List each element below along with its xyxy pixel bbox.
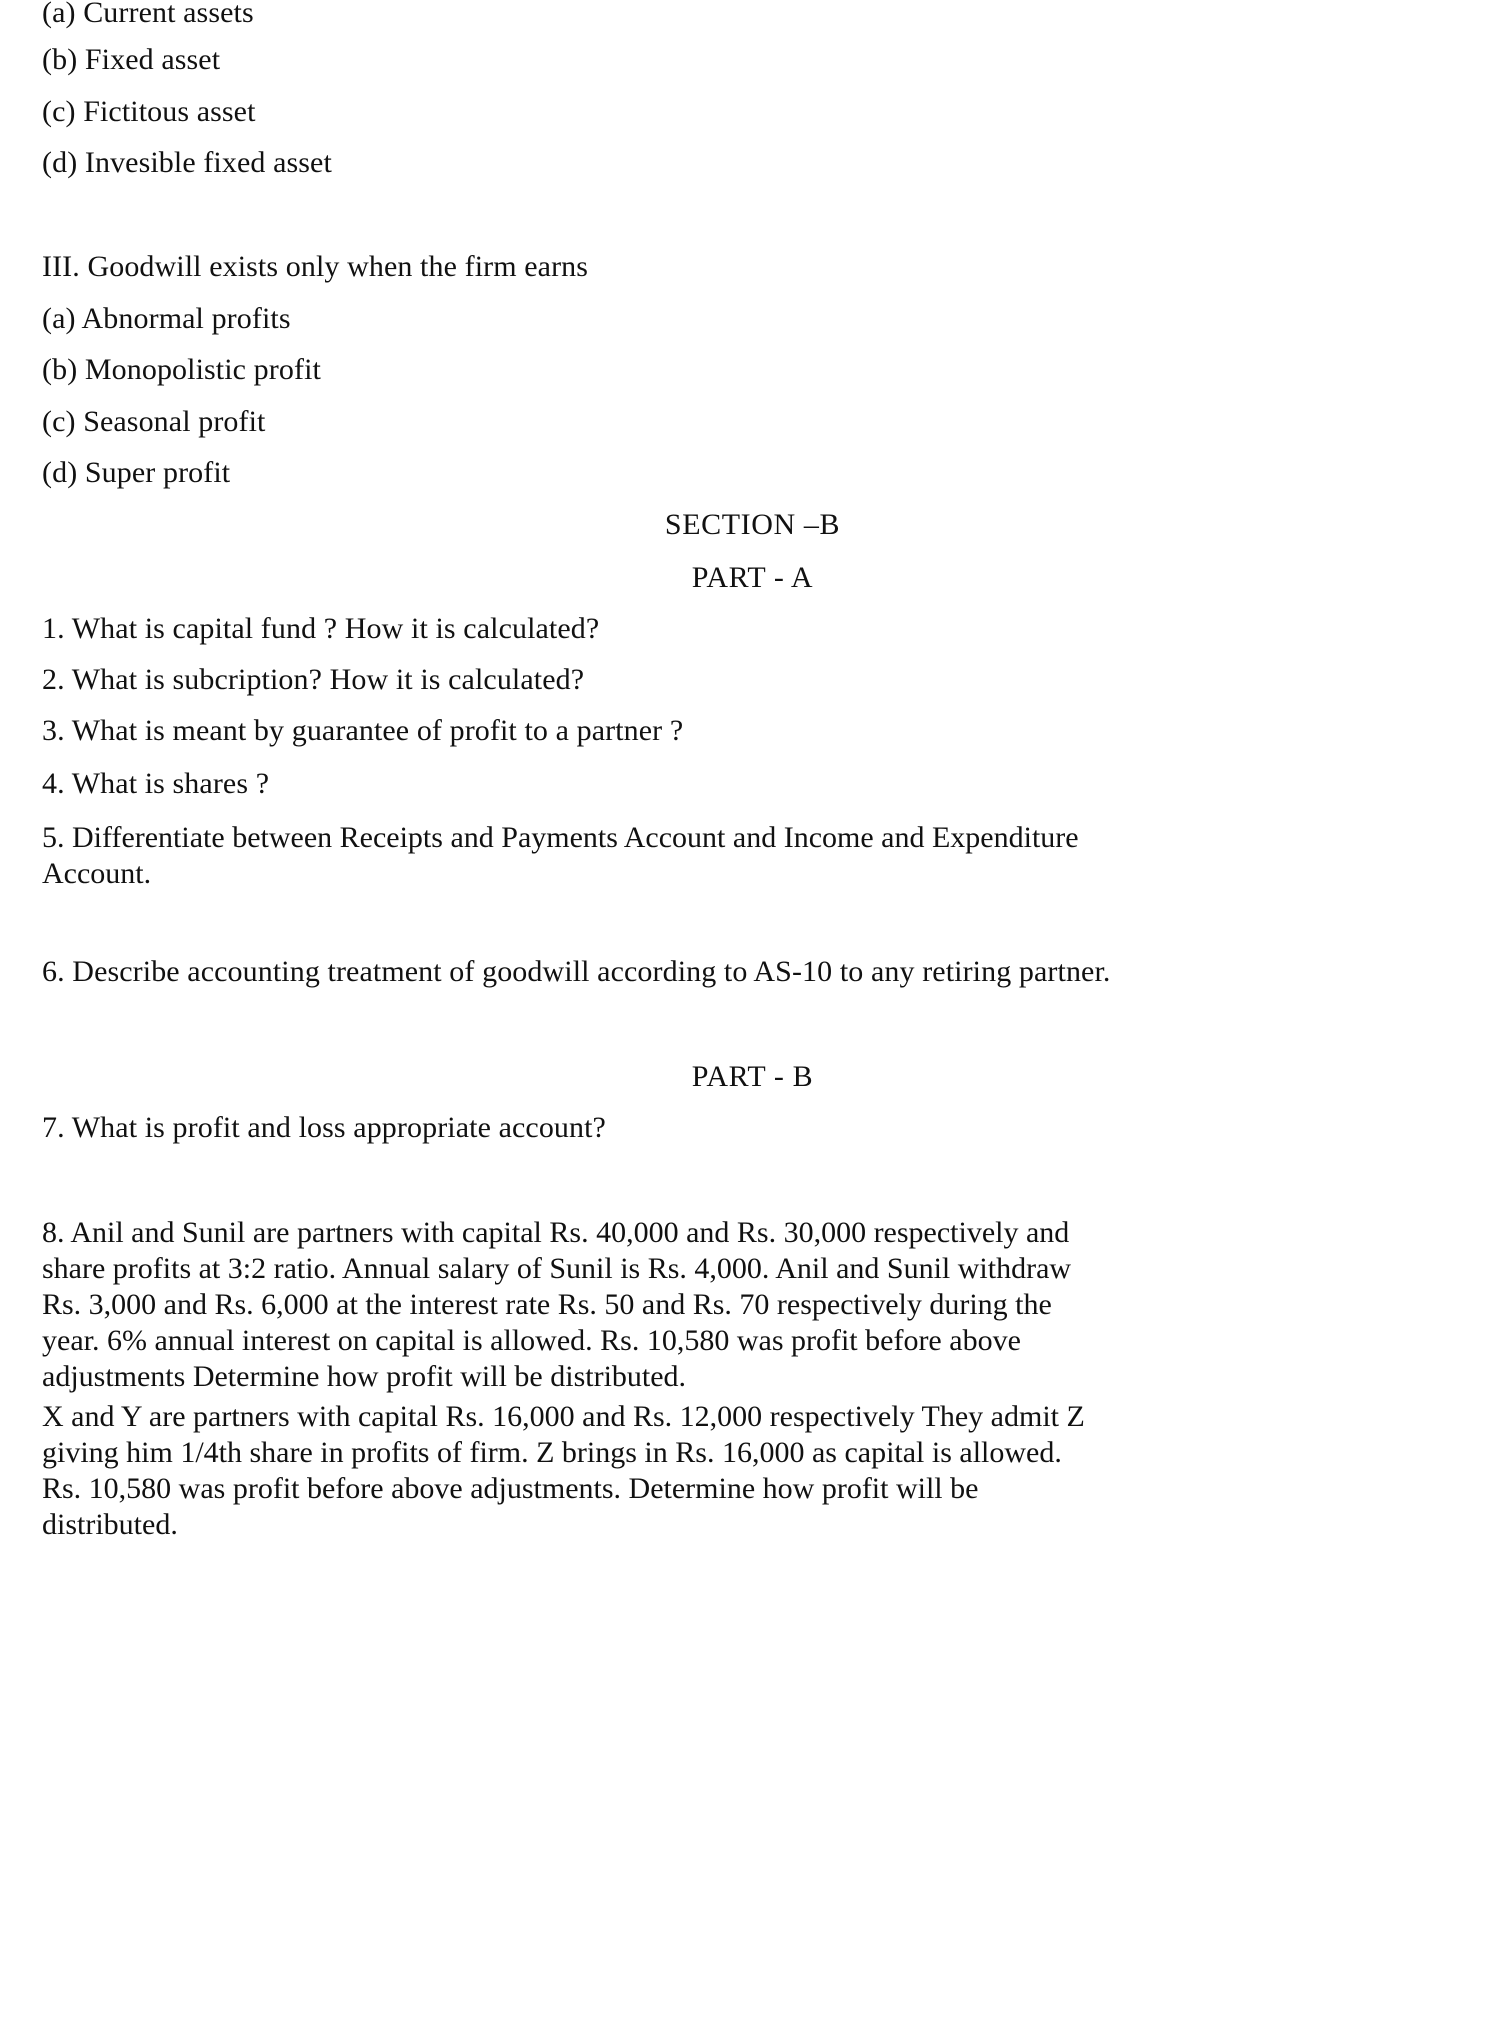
question-7: 7. What is profit and loss appropriate account?	[42, 1111, 606, 1144]
question-3: 3. What is meant by guarantee of profit to a partner ?	[42, 714, 684, 747]
question-1: 1. What is capital fund ? How it is calculated?	[42, 612, 600, 645]
question-iii-option-d: (d) Super profit	[42, 456, 231, 489]
question-4: 4. What is shares ?	[42, 767, 270, 800]
option-d-invesible-fixed-asset: (d) Invesible fixed asset	[42, 146, 332, 179]
question-iii-option-a: (a) Abnormal profits	[42, 302, 291, 335]
question-6: 6. Describe accounting treatment of goodwill according to AS-10 to any retiring partner.	[42, 955, 1111, 988]
question-5: 5. Differentiate between Receipts and Payments Account and Income and Expenditure Account.	[42, 821, 1079, 890]
heading-section-b: SECTION –B	[664, 508, 841, 541]
question-iii-option-c: (c) Seasonal profit	[42, 405, 266, 438]
question-8: 8. Anil and Sunil are partners with capital Rs. 40,000 and Rs. 30,000 respectively and share profits at 3:2 ratio. Annual salary of Sunil is Rs. 4,000. Anil and Sunil withdraw Rs. 3,000 and Rs. 6,000 at the interest rate Rs. 50 and Rs. 70 respectively during the year. 6% annual interest on capital is allowed. Rs. 10,580 was profit before above adjustments Determine how profit will be distributed.	[42, 1216, 1072, 1393]
option-b-fixed-asset: (b) Fixed asset	[42, 43, 221, 76]
option-c-fictitous-asset: (c) Fictitous asset	[42, 95, 256, 128]
question-iii-stem: III. Goodwill exists only when the firm earns	[42, 250, 589, 283]
heading-part-a: PART - A	[691, 561, 814, 594]
heading-part-b: PART - B	[691, 1060, 814, 1093]
question-iii-option-b: (b) Monopolistic profit	[42, 353, 321, 386]
question-9-x-and-y: X and Y are partners with capital Rs. 16,000 and Rs. 12,000 respectively They admit Z giving him 1/4th share in profits of firm. Z brings in Rs. 16,000 as capital is allowed. Rs. 10,580 was profit before above adjustments. Determine how profit will be distributed.	[42, 1400, 1085, 1541]
question-2: 2. What is subcription? How it is calculated?	[42, 663, 585, 696]
option-a-current-assets: (a) Current assets	[42, 0, 254, 29]
